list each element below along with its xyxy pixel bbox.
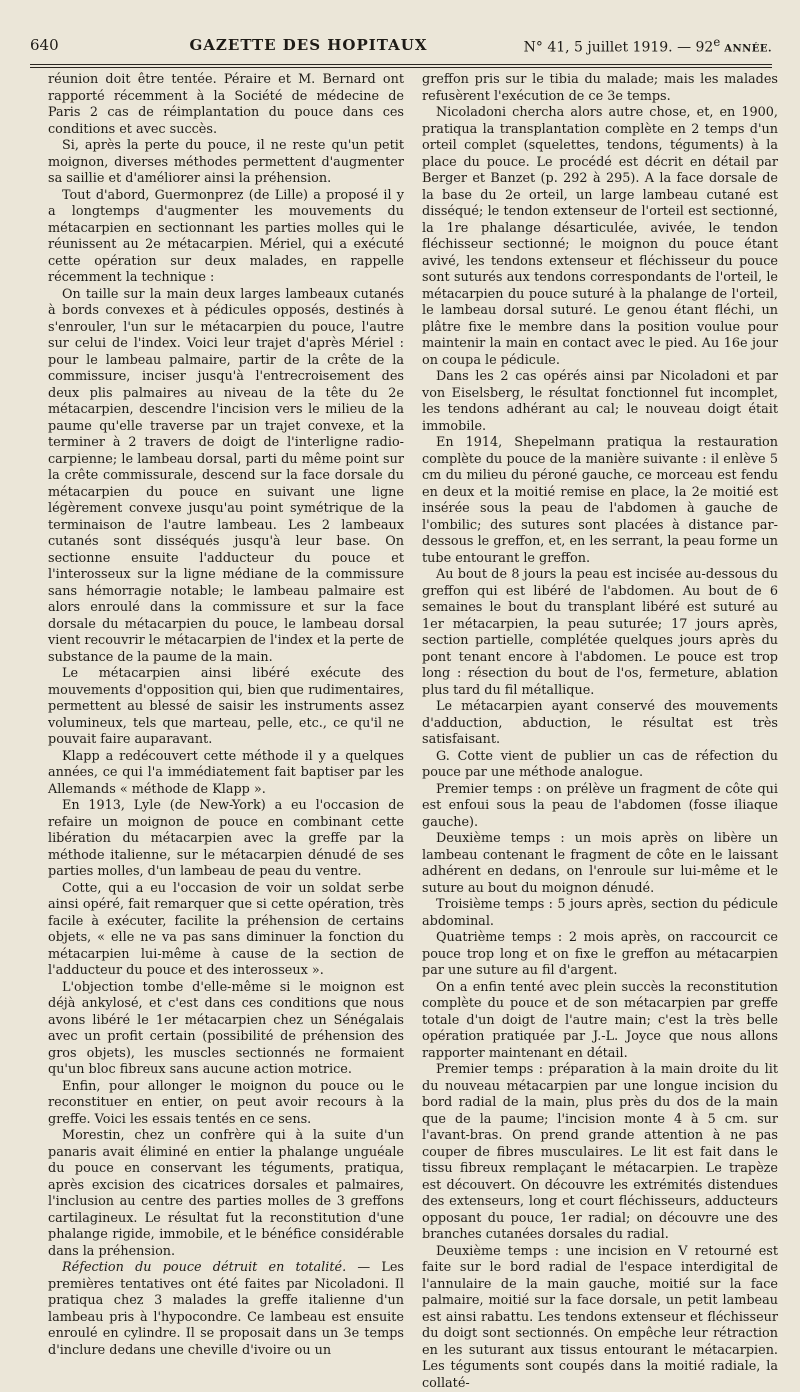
section-text: — Les premières tentatives ont été faites par Nicoladoni. Il pratiqua chez 3 malades la greffe italienne d'un lambeau pris à l'hypocondre. Ce lambeau est ensuite enroulé en cylindre. Il se proposait dans un 3e temps d'inclure dedans une cheville d'ivoire ou un — [48, 1260, 404, 1358]
paragraph: Dans les 2 cas opérés ainsi par Nicoladoni et par von Eiselsberg, le résultat fonctionnel fut incomplet, les tendons adhérant au cal; le nouveau doigt était immobile. — [422, 369, 778, 435]
paragraph: Nicoladoni chercha alors autre chose, et, en 1900, pratiqua la transplantation complète en 2 temps d'un orteil complet (squelettes, tendons, téguments) à la place du pouce. Le procédé est décrit en détail par Berger et Banzet (p. 292 à 295). A la face dorsale de la base du 2e orteil, un large lambeau cutané est disséqué; le tendon extenseur de l'orteil est sectionné, la 1re phalange désarticulée, avivée, le tendon fléchisseur sectionné; le moignon du pouce étant avivé, les tendons extenseur et fléchisseur du pouce sont suturés aux tendons correspondants de l'orteil, le métacarpien du pouce suturé à la phalange de l'orteil, le lambeau dorsal suturé. Le genou étant fléchi, un plâtre fixe le membre dans la position voulue pour maintenir la main en contact avec le pied. Au 16e jour on coupa le pédicule. — [422, 105, 778, 369]
paragraph: Au bout de 8 jours la peau est incisée au-dessous du greffon qui est libéré de l'abdomen. Au bout de 6 semaines le bout du transplant libéré est suturé au 1er métacarpien, la peau suturée; 17 jours après, section partielle, complétée quelques jours après du pont tenant encore à l'abdomen. Le pouce est trop long : résection du bout de l'os, fermeture, ablation plus tard du fil métallique. — [422, 567, 778, 699]
paragraph: On taille sur la main deux larges lambeaux cutanés à bords convexes et à pédicules opposés, destinés à s'enrouler, l'un sur le métacarpien du pouce, l'autre sur celui de l'index. Voici leur trajet d'après Mériel : pour le lambeau palmaire, partir de la crête de la commissure, inciser jusqu'à l'entrecroisement des deux plis palmaires au niveau de la tête du 2e métacarpien, descendre l'incision vers le milieu de la paume qu'elle traverse par un trajet convexe, et la terminer à 2 travers de doigt de l'interligne radio-carpienne; le lambeau dorsal, parti du même point sur la crête commissurale, descend sur la face dorsale du métacarpien du pouce en suivant une ligne légèrement convexe jusqu'au point symétrique de la terminaison de l'autre lambeau. Les 2 lambeaux cutanés sont disséqués jusqu'à leur base. On sectionne ensuite l'adducteur du pouce et l'interosseux sur la ligne médiane de la commissure sans hémorragie notable; le lambeau palmaire est alors enroulé dans la commissure et sur la face dorsale du métacarpien du pouce, le lambeau dorsal vient recouvrir le métacarpien de l'index et la perte de substance de la paume de la main. — [48, 287, 404, 667]
paragraph: En 1914, Shepelmann pratiqua la restauration complète du pouce de la manière suivante : il enlève 5 cm du milieu du péroné gauche, ce morceau est fendu en deux et la moitié remise en place, la 2e moitié est insérée sous la peau de l'abdomen à gauche de l'ombilic; des sutures sont placées à distance par-dessous le greffon, et, en les serrant, la peau forme un tube entourant le greffon. — [422, 435, 778, 567]
paragraph: G. Cotte vient de publier un cas de réfection du pouce par une méthode analogue. — [422, 749, 778, 782]
issue-number-date: N° 41, 5 juillet 1919. — 92 — [524, 39, 714, 55]
paragraph: Quatrième temps : 2 mois après, on raccourcit ce pouce trop long et on fixe le greffon au métacarpien par une suture au fil d'argent. — [422, 930, 778, 980]
journal-title: GAZETTE DES HOPITAUX — [100, 36, 517, 54]
paragraph: Troisième temps : 5 jours après, section du pédicule abdominal. — [422, 897, 778, 930]
paragraph: L'objection tombe d'elle-même si le moignon est déjà ankylosé, et c'est dans ces conditions que nous avons libéré le 1er métacarpien chez un Sénégalais avec un profit certain (possibilité de préhension des gros objets), les muscles sectionnés ne formaient qu'un bloc fibreux sans aucune action motrice. — [48, 980, 404, 1079]
paragraph: réunion doit être tentée. Péraire et M. Bernard ont rapporté récemment à la Société de médecine de Paris 2 cas de réimplantation du pouce dans ces conditions et avec succès. — [48, 72, 404, 138]
section-heading: Réfection du pouce détruit en totalité. — [62, 1260, 346, 1275]
paragraph: Tout d'abord, Guermonprez (de Lille) a proposé il y a longtemps d'augmenter les mouvements du métacarpien en sectionnant les parties molles qui le réunissent au 2e métacarpien. Mériel, qui a exécuté cette opération sur deux malades, en rappelle récemment la technique : — [48, 188, 404, 287]
paragraph: Premier temps : préparation à la main droite du lit du nouveau métacarpien par une longue incision du bord radial de la main, plus près du dos de la main que de la paume; l'incision monte 4 à 5 cm. sur l'avant-bras. On prend grande attention à ne pas couper de fibres musculaires. Le lit est fait dans le tissu fibreux remplaçant le métacarpien. Le trapèze est découvert. On découvre les extrémités distendues des extenseurs, long et court fléchisseurs, adducteurs opposant du pouce, 1er radial; on découvre une des branches cutanées dorsales du radial. — [422, 1062, 778, 1244]
paragraph: Klapp a redécouvert cette méthode il y a quelques années, ce qui l'a immédiatement fait baptiser par les Allemands « méthode de Klapp ». — [48, 749, 404, 799]
left-column — [48, 72, 404, 1108]
paragraph: greffon pris sur le tibia du malade; mais les malades refusèrent l'exécution de ce 3e temps. — [422, 72, 778, 105]
article-body — [48, 72, 778, 1108]
paragraph: Deuxième temps : une incision en V retourné est faite sur le bord radial de l'espace interdigital de l'annulaire de la main gauche, moitié sur la face palmaire, moitié sur la face dorsale, un petit lambeau est ainsi rabattu. Les tendons extenseur et fléchisseur du doigt sont sectionnés. On empêche leur rétraction en les suturant aux tissus entourant le métacarpien. Les téguments sont coupés dans la moitié radiale, la collaté- — [422, 1244, 778, 1392]
paragraph: Premier temps : on prélève un fragment de côte qui est enfoui sous la peau de l'abdomen (fosse iliaque gauche). — [422, 782, 778, 832]
paragraph: Cotte, qui a eu l'occasion de voir un soldat serbe ainsi opéré, fait remarquer que si cette opération, très facile à exécuter, facilite la préhension de certains objets, « elle ne va pas sans diminuer la fonction du métacarpien lui-même à cause de la section de l'adducteur du pouce et des interosseux ». — [48, 881, 404, 980]
paragraph: Enfin, pour allonger le moignon du pouce ou le reconstituer en entier, on peut avoir recours à la greffe. Voici les essais tentés en ce sens. — [48, 1079, 404, 1129]
paragraph: Le métacarpien ayant conservé des mouvements d'adduction, abduction, le résultat est très satisfaisant. — [422, 699, 778, 749]
paragraph: Si, après la perte du pouce, il ne reste qu'un petit moignon, diverses méthodes permettent d'augmenter sa saillie et d'améliorer ainsi la préhension. — [48, 138, 404, 188]
paragraph: Deuxième temps : un mois après on libère un lambeau contenant le fragment de côte en le laissant adhérent en dedans, on l'enroule sur lui-même et le suture au bout du moignon dénudé. — [422, 831, 778, 897]
paragraph: On a enfin tenté avec plein succès la reconstitution complète du pouce et de son métacarpien par greffe totale d'un doigt de l'autre main; c'est la très belle opération pratiquée par J.-L. Joyce que nous allons rapporter maintenant en détail. — [422, 980, 778, 1063]
paragraph-italic-heading — [48, 1260, 404, 1359]
issue-superscript: e — [713, 35, 720, 49]
page-number: 640 — [30, 36, 100, 54]
paragraph: Morestin, chez un confrère qui à la suite d'un panaris avait éliminé en entier la phalange unguéale du pouce en conservant les téguments, pratiqua, après excision des cicatrices dorsales et palmaires, l'inclusion au centre des parties molles de 3 greffons cartilagineux. Le résultat fut la reconstitution d'une phalange rigide, immobile, et le bénéfice considérable dans la préhension. — [48, 1128, 404, 1260]
page-header — [30, 28, 772, 62]
issue-year-label: ANNÉE. — [720, 43, 772, 54]
header-rule — [30, 64, 772, 68]
paragraph: En 1913, Lyle (de New-York) a eu l'occasion de refaire un moignon de pouce en combinant cette libération du métacarpien avec la greffe par la méthode italienne, sur le métacarpien dénudé de ses parties molles, d'un lambeau de peau du ventre. — [48, 798, 404, 881]
issue-info — [517, 35, 772, 56]
paragraph: Le métacarpien ainsi libéré exécute des mouvements d'opposition qui, bien que rudimentaires, permettent au blessé de saisir les instruments assez volumineux, tels que marteau, pelle, etc., ce qu'il ne pouvait faire auparavant. — [48, 666, 404, 749]
right-column — [422, 72, 778, 1108]
